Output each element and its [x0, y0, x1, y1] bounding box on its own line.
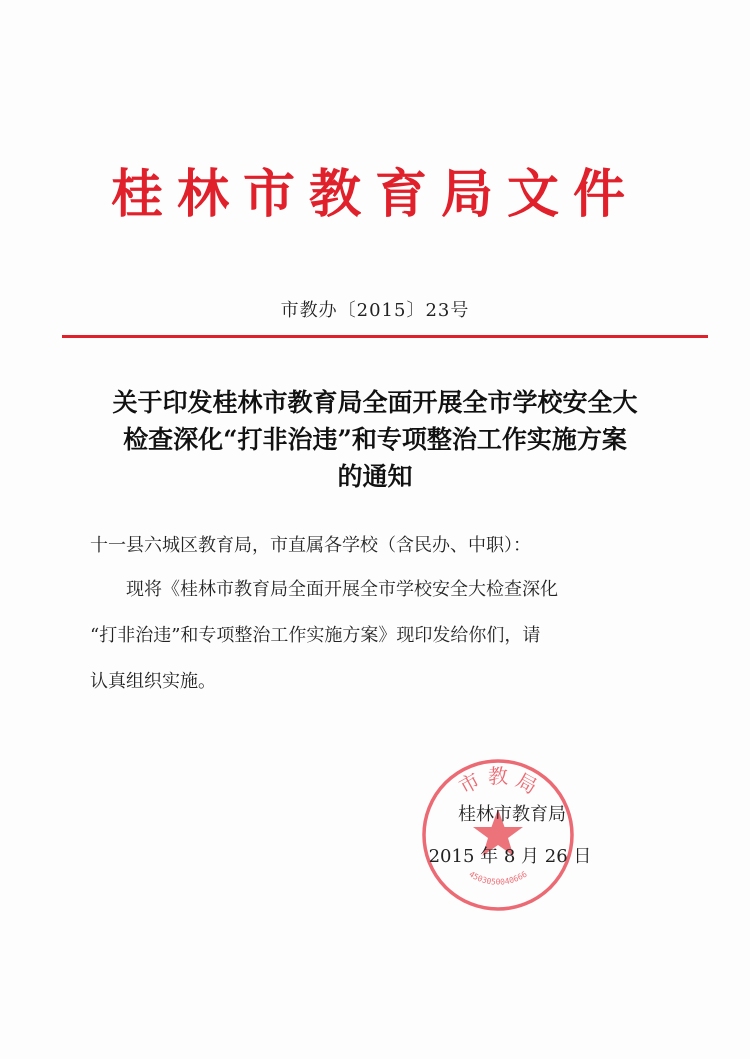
official-seal — [418, 755, 578, 915]
document-title — [70, 384, 680, 495]
issuer-header: 桂林市教育局文件 — [110, 165, 639, 225]
title-line-3: 的通知 — [337, 462, 413, 491]
signer-name: 桂林市教育局 — [458, 804, 566, 825]
signing-date: 2015 年 8 月 26 日 — [428, 846, 592, 867]
title-line-2: 检查深化“打非治违”和专项整治工作实施方案 — [123, 425, 627, 454]
body-paragraph — [90, 573, 660, 711]
addressee-line: 十一县六城区教育局，市直属各学校（含民办、中职）： — [90, 535, 531, 556]
body-line-1: 现将《桂林市教育局全面开展全市学校安全大检查深化 — [126, 579, 558, 600]
seal-arc-text: 市 教 局 — [454, 764, 542, 799]
header-red-rule — [62, 335, 708, 338]
body-line-3: 认真组织实施。 — [90, 671, 216, 692]
title-line-1: 关于印发桂林市教育局全面开展全市学校安全大 — [112, 388, 638, 417]
body-line-2: “打非治违”和专项整治工作实施方案》现印发给你们，请 — [90, 625, 541, 646]
seal-serial-number: 4503050040666 — [467, 869, 529, 887]
document-number: 市教办〔2015〕23号 — [280, 300, 470, 321]
